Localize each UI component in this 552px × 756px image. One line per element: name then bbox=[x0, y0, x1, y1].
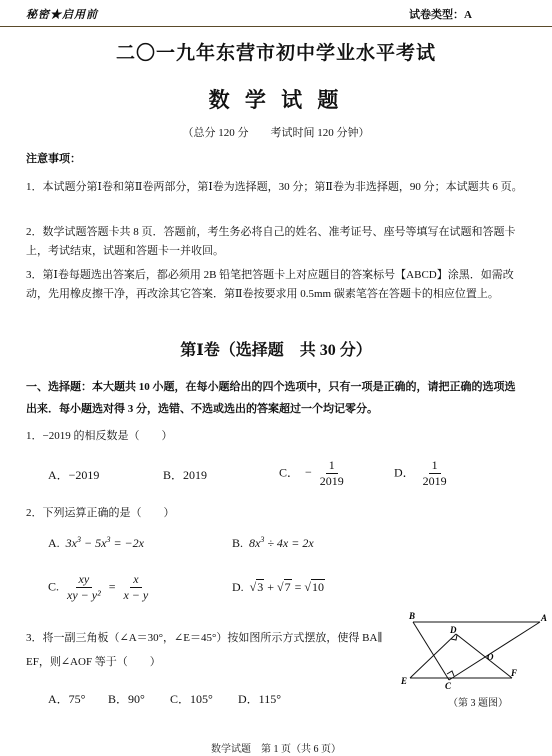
q2-option-b: B. $8x^3 \div 4x = 2x$ bbox=[232, 535, 314, 550]
q3-figure-caption: （第 3 题图） bbox=[448, 698, 508, 709]
q2-option-c: C. $\frac{xy}{\text{xy − y²}}$ = $\frac{x}{x - y}$ bbox=[48, 572, 149, 602]
subject-title: 数 学 试 题 bbox=[208, 88, 344, 112]
q3-option-d: D．115° bbox=[238, 692, 282, 706]
q1-stem: 1．−2019 的相反数是（ ） bbox=[26, 430, 173, 442]
notice-item-1: 1．本试题分第Ⅰ卷和第Ⅱ卷两部分，第Ⅰ卷为选择题，30 分；第Ⅱ卷为非选择题，90 分；本试题共 6 页。 bbox=[26, 181, 523, 193]
label-o: O bbox=[487, 652, 494, 662]
q3-stem-line2: EF，则∠AOF 等于（ ） bbox=[26, 656, 161, 668]
label-d: D bbox=[450, 625, 457, 635]
q1-option-c: C． − $\frac{1}{2019}$ bbox=[279, 458, 344, 488]
line-ed bbox=[410, 634, 456, 678]
page-footer: 数学试题 第 1 页（共 6 页） bbox=[211, 744, 341, 755]
line-bc bbox=[413, 622, 449, 680]
label-e: E bbox=[401, 676, 408, 686]
q3-option-b: B．90° bbox=[108, 692, 145, 706]
page-header bbox=[0, 0, 552, 27]
q1-option-a: A．−2019 bbox=[48, 468, 100, 482]
q2-option-a: A. $3x^3 - 5x^3 = -2x$ bbox=[48, 535, 144, 550]
q3-option-a: A．75° bbox=[48, 692, 86, 706]
label-c: C bbox=[445, 681, 452, 691]
q2-option-d: D. √3 + √7 = √10 bbox=[232, 580, 324, 594]
q3-stem-line1: 3．将一副三角板（∠A＝30°，∠E＝45°）按如图所示方式摆放，使得 BA∥ bbox=[26, 632, 383, 644]
q1-option-b: B．2019 bbox=[163, 468, 208, 482]
notice-item-2: 2．数学试题答题卡共 8 页．答题前，考生务必将自己的姓名、准考证号、座号等填写在试题和答题卡上，考试结束，试题和答题卡一并收回。 bbox=[26, 226, 516, 257]
confidential-label: 秘密★启用前 bbox=[26, 9, 98, 21]
label-f: F bbox=[511, 668, 518, 678]
q3-option-c: C．105° bbox=[170, 692, 213, 706]
exam-title: 二〇一九年东营市初中学业水平考试 bbox=[115, 43, 436, 64]
section-intro: 一、选择题：本大题共 10 小题，在每小题给出的四个选项中，只有一项是正确的，请把正确的选项选出来．每小题选对得 3 分，选错、不选或选出的答案超过一个均记零分。 bbox=[26, 381, 516, 415]
label-a: A bbox=[541, 613, 548, 623]
notice-item-3: 3．第Ⅰ卷每题选出答案后，都必须用 2B 铅笔把答题卡上对应题目的答案标号【ABCD】涂黑．如需改动，先用橡皮擦干净，再改涂其它答案．第Ⅱ卷按要求用 0.5mm 碳素笔答在答题卡的相应位置上。 bbox=[26, 269, 514, 300]
exam-info: （总分 120 分 考试时间 120 分钟） bbox=[182, 127, 370, 139]
notice-heading: 注意事项： bbox=[26, 153, 81, 165]
line-ca bbox=[449, 622, 540, 680]
right-angle-c bbox=[447, 671, 454, 676]
line-df bbox=[456, 634, 512, 678]
label-b: B bbox=[409, 611, 416, 621]
q2-stem: 2．下列运算正确的是（ ） bbox=[26, 507, 175, 519]
paper-type: 试卷类型：A bbox=[409, 9, 472, 21]
q1-option-d: D． $\frac{1}{2019}$ bbox=[394, 458, 447, 488]
section-title: 第Ⅰ卷（选择题 共 30 分） bbox=[180, 342, 372, 359]
